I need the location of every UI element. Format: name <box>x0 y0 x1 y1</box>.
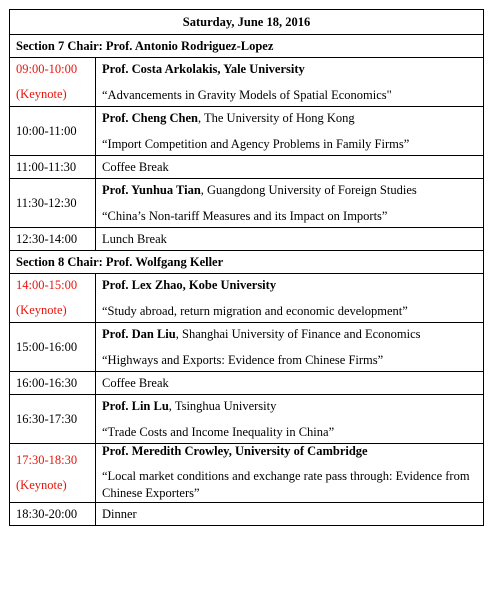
session-time <box>10 274 96 323</box>
speaker-affiliation: , Yale University <box>217 61 305 76</box>
session-details <box>96 444 484 503</box>
session-row-3 <box>10 179 484 228</box>
dinner-row <box>10 503 484 526</box>
session-time: 15:00-16:00 <box>10 323 96 372</box>
session-time: 11:30-12:30 <box>10 179 96 228</box>
talk-title: “Trade Costs and Income Inequality in China” <box>102 424 335 439</box>
session-details <box>96 107 484 156</box>
talk-title: “Highways and Exports: Evidence from Chinese Firms” <box>102 352 384 367</box>
speaker-line <box>102 183 477 198</box>
session-details <box>96 274 484 323</box>
speaker-name: Prof. Yunhua Tian <box>102 182 201 197</box>
session-time: 12:30-14:00 <box>10 228 96 251</box>
schedule-table <box>9 9 484 526</box>
session-time: 11:00-11:30 <box>10 156 96 179</box>
speaker-name: Prof. Cheng Chen <box>102 110 198 125</box>
session-time <box>10 444 96 503</box>
time-range: 17:30-18:30 <box>16 453 78 467</box>
session-row-5 <box>10 323 484 372</box>
speaker-name: Prof. Dan Liu <box>102 326 176 341</box>
speaker-line <box>102 278 477 293</box>
speaker-line <box>102 327 477 342</box>
break-label: Coffee Break <box>96 156 484 179</box>
session-details <box>96 179 484 228</box>
speaker-name: Prof. Meredith Crowley <box>102 444 229 458</box>
day-header: Saturday, June 18, 2016 <box>10 10 484 35</box>
section-7-row <box>10 35 484 58</box>
speaker-affiliation: , The University of Hong Kong <box>197 110 355 125</box>
talk-title: “Advancements in Gravity Models of Spatial Economics" <box>102 87 392 102</box>
speaker-line <box>102 62 477 77</box>
session-details <box>96 58 484 107</box>
break-label: Lunch Break <box>96 228 484 251</box>
speaker-affiliation: , Guangdong University of Foreign Studies <box>200 182 417 197</box>
session-details <box>96 323 484 372</box>
break-label: Dinner <box>96 503 484 526</box>
session-time: 16:30-17:30 <box>10 395 96 444</box>
session-row-4 <box>10 274 484 323</box>
speaker-name: Prof. Costa Arkolakis <box>102 61 218 76</box>
talk-title: “Local market conditions and exchange rate pass through: Evidence from Chinese Exporters” <box>102 469 470 500</box>
section-8-chair: Section 8 Chair: Prof. Wolfgang Keller <box>10 251 484 274</box>
break-row <box>10 372 484 395</box>
day-header-row <box>10 10 484 35</box>
session-time: 16:00-16:30 <box>10 372 96 395</box>
break-label: Coffee Break <box>96 372 484 395</box>
speaker-name: Prof. Lin Lu <box>102 398 169 413</box>
session-time: 18:30-20:00 <box>10 503 96 526</box>
session-row-1 <box>10 58 484 107</box>
speaker-line <box>102 111 477 126</box>
time-range: 14:00-15:00 <box>16 278 78 292</box>
break-row <box>10 156 484 179</box>
session-time <box>10 58 96 107</box>
speaker-line <box>102 399 477 414</box>
session-details <box>96 395 484 444</box>
speaker-line <box>102 444 477 459</box>
session-time: 10:00-11:00 <box>10 107 96 156</box>
talk-title: “China’s Non-tariff Measures and its Impact on Imports” <box>102 208 388 223</box>
speaker-affiliation: , University of Cambridge <box>228 444 368 458</box>
keynote-tag: (Keynote) <box>16 87 67 101</box>
session-row-7 <box>10 444 484 503</box>
speaker-affiliation: , Kobe University <box>182 277 277 292</box>
speaker-name: Prof. Lex Zhao <box>102 277 183 292</box>
section-7-chair: Section 7 Chair: Prof. Antonio Rodriguez-Lopez <box>10 35 484 58</box>
break-row <box>10 228 484 251</box>
keynote-tag: (Keynote) <box>16 303 67 317</box>
keynote-tag: (Keynote) <box>16 478 67 492</box>
speaker-affiliation: , Shanghai University of Finance and Economics <box>175 326 421 341</box>
talk-title: “Study abroad, return migration and economic development” <box>102 303 408 318</box>
talk-title: “Import Competition and Agency Problems in Family Firms” <box>102 136 410 151</box>
session-row-6 <box>10 395 484 444</box>
section-8-row <box>10 251 484 274</box>
time-range: 09:00-10:00 <box>16 62 78 76</box>
session-row-2 <box>10 107 484 156</box>
speaker-affiliation: , Tsinghua University <box>168 398 277 413</box>
